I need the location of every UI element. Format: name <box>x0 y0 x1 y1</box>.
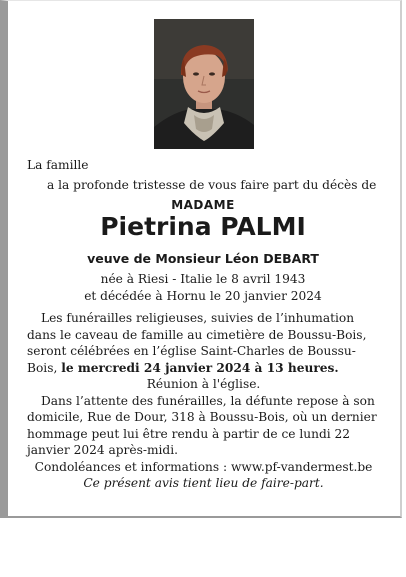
condolences-line: Condoléances et informations : www.pf-vandermest.be <box>34 459 373 474</box>
deceased-name: Pietrina PALMI <box>100 212 306 241</box>
meeting-line: Réunion à l'église. <box>146 377 261 391</box>
portrait-illustration <box>154 19 254 149</box>
funeral-paragraph <box>27 310 380 376</box>
notice-body <box>27 310 380 492</box>
portrait-photo <box>154 19 254 149</box>
funeral-text: Les funérailles religieuses, suivies de l’inhumation dans le caveau de famille au cimetière de Boussu-Bois, seront célébrées en l’église Saint-Charles de Boussu-Bois, <box>27 311 367 375</box>
birth-line: née à Riesi - Italie le 8 avril 1943 <box>100 272 306 286</box>
title-prefix: MADAME <box>171 198 235 212</box>
death-line: et décédée à Hornu le 20 janvier 2024 <box>84 289 322 303</box>
widow-of-line: veuve de Monsieur Léon DEBART <box>87 251 319 266</box>
intro-line-1: La famille <box>27 158 89 172</box>
intro-line-2: a la profonde tristesse de vous faire part du décès de <box>47 178 377 192</box>
funeral-date: le mercredi 24 janvier 2024 à 13 heures. <box>61 360 339 375</box>
rest-paragraph: Dans l’attente des funérailles, la défunte repose à son domicile, Rue de Dour, 318 à Boussu-Bois, où un dernier hommage peut lui être rendu à partir de ce lundi 22 janvier 2024 après-midi. <box>27 393 377 457</box>
footer-note: Ce présent avis tient lieu de faire-part. <box>83 476 324 490</box>
